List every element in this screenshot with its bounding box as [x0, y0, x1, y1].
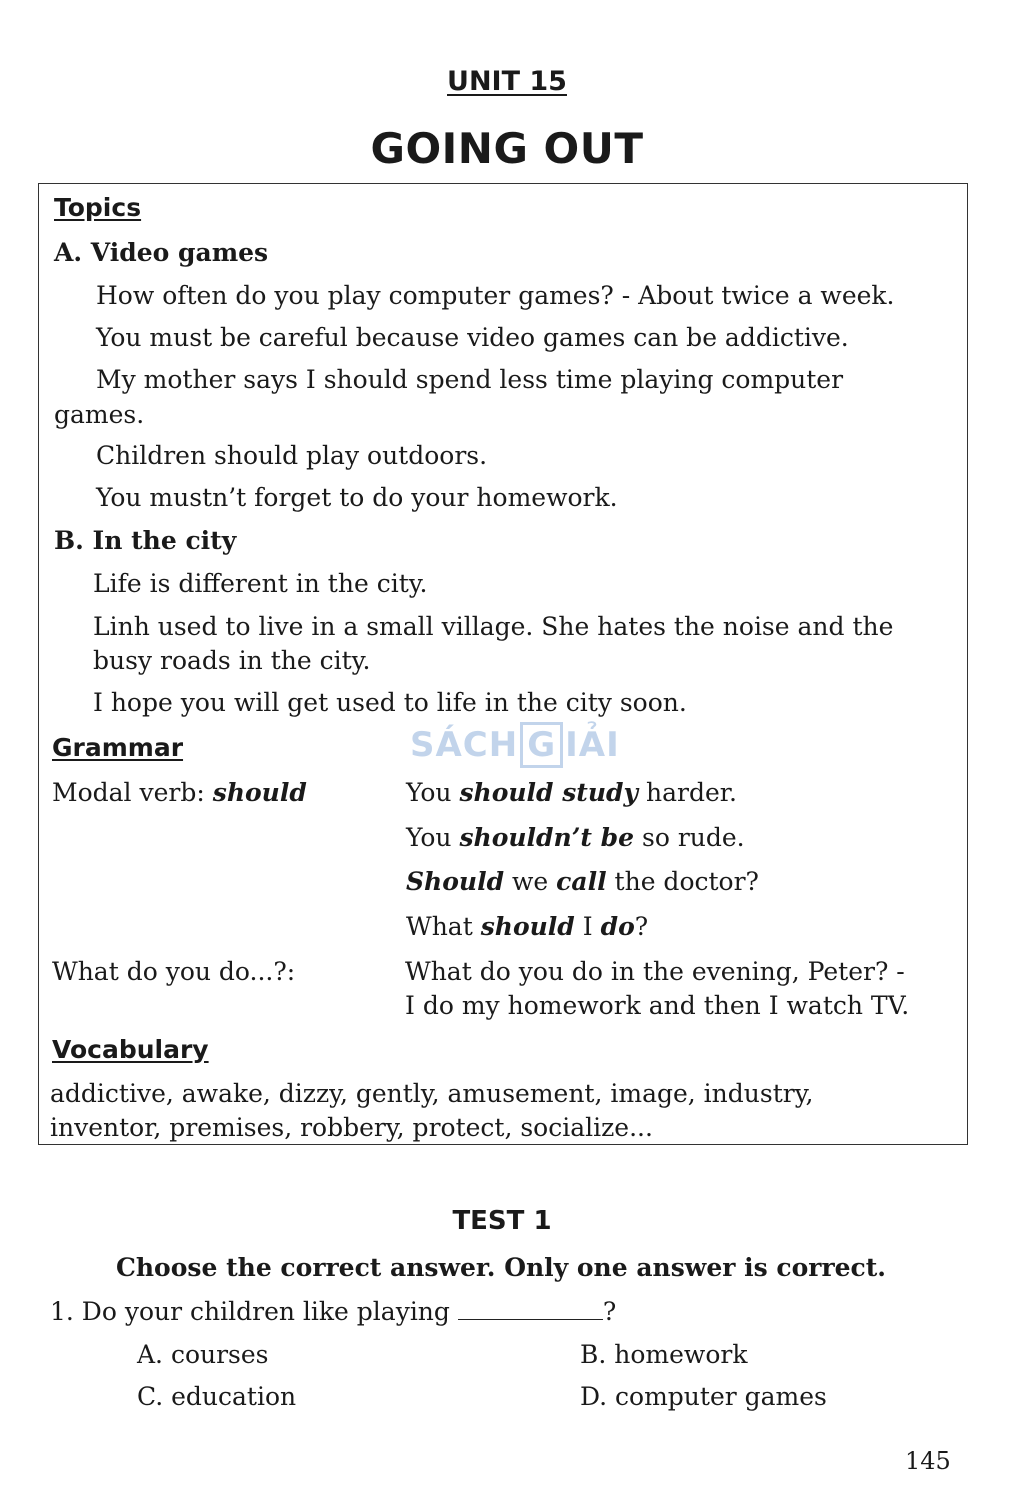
section-a-line: You mustn’t forget to do your homework.: [96, 483, 618, 512]
grammar-text: You: [406, 823, 452, 852]
option-d: D. computer games: [580, 1382, 827, 1411]
grammar-text: I: [582, 912, 593, 941]
what-do-you-do-label: What do you do...?:: [52, 957, 296, 986]
grammar-text: so rude.: [642, 823, 745, 852]
page-title: GOING OUT: [370, 124, 644, 173]
option-b: B. homework: [580, 1340, 748, 1369]
grammar-emphasis: call: [556, 867, 607, 896]
grammar-text: we: [512, 867, 549, 896]
answer-blank: [458, 1297, 603, 1320]
vocabulary-heading: Vocabulary: [52, 1035, 209, 1064]
grammar-text: the doctor?: [614, 867, 759, 896]
section-a-line: How often do you play computer games? - About twice a week.: [96, 281, 895, 310]
grammar-heading: Grammar: [52, 733, 184, 762]
watermark-text: IẢI: [565, 725, 620, 765]
section-a-heading: A. Video games: [54, 238, 269, 267]
option-c: C. education: [137, 1382, 297, 1411]
modal-word: should: [212, 778, 307, 807]
question-text: ?: [602, 1297, 617, 1326]
grammar-emphasis: should study: [459, 778, 639, 807]
modal-label-text: Modal verb:: [52, 778, 205, 807]
grammar-emphasis: shouldn’t be: [459, 823, 635, 852]
grammar-example: [406, 867, 759, 897]
watermark-logo: [410, 722, 620, 768]
grammar-example: [406, 823, 745, 853]
grammar-emphasis: Should: [406, 867, 505, 896]
grammar-text: harder.: [645, 778, 737, 807]
section-b-heading: B. In the city: [54, 526, 237, 555]
question-text: 1. Do your children like playing: [50, 1297, 450, 1326]
page-number: 145: [905, 1447, 951, 1475]
grammar-example: [406, 912, 648, 942]
watermark-letter: G: [520, 722, 563, 768]
grammar-example: [406, 778, 737, 808]
watermark-text: SÁCH: [410, 725, 519, 765]
modal-verb-label: [52, 778, 307, 808]
vocabulary-list: inventor, premises, robbery, protect, socialize...: [50, 1113, 653, 1142]
section-a-line: Children should play outdoors.: [96, 441, 488, 470]
section-b-line: Linh used to live in a small village. She hates the noise and the: [93, 612, 894, 641]
test-title: TEST 1: [452, 1206, 552, 1236]
section-a-line: My mother says I should spend less time playing computer: [96, 365, 844, 394]
what-do-you-do-example: I do my homework and then I watch TV.: [405, 991, 910, 1020]
section-b-line: Life is different in the city.: [93, 569, 428, 598]
section-a-line: games.: [54, 400, 145, 429]
grammar-emphasis: should: [480, 912, 575, 941]
unit-label: UNIT 15: [447, 66, 567, 97]
what-do-you-do-example: What do you do in the evening, Peter? -: [405, 957, 905, 986]
question-1: [50, 1297, 616, 1327]
grammar-text: You: [406, 778, 452, 807]
grammar-emphasis: do: [600, 912, 635, 941]
test-instruction: Choose the correct answer. Only one answer is correct.: [115, 1253, 886, 1282]
section-a-line: You must be careful because video games can be addictive.: [96, 323, 849, 352]
grammar-text: What: [406, 912, 473, 941]
option-a: A. courses: [137, 1340, 269, 1369]
topics-heading: Topics: [54, 193, 142, 222]
section-b-line: busy roads in the city.: [93, 646, 371, 675]
section-b-line: I hope you will get used to life in the city soon.: [93, 688, 687, 717]
vocabulary-list: addictive, awake, dizzy, gently, amusement, image, industry,: [50, 1079, 814, 1108]
grammar-text: ?: [634, 912, 649, 941]
